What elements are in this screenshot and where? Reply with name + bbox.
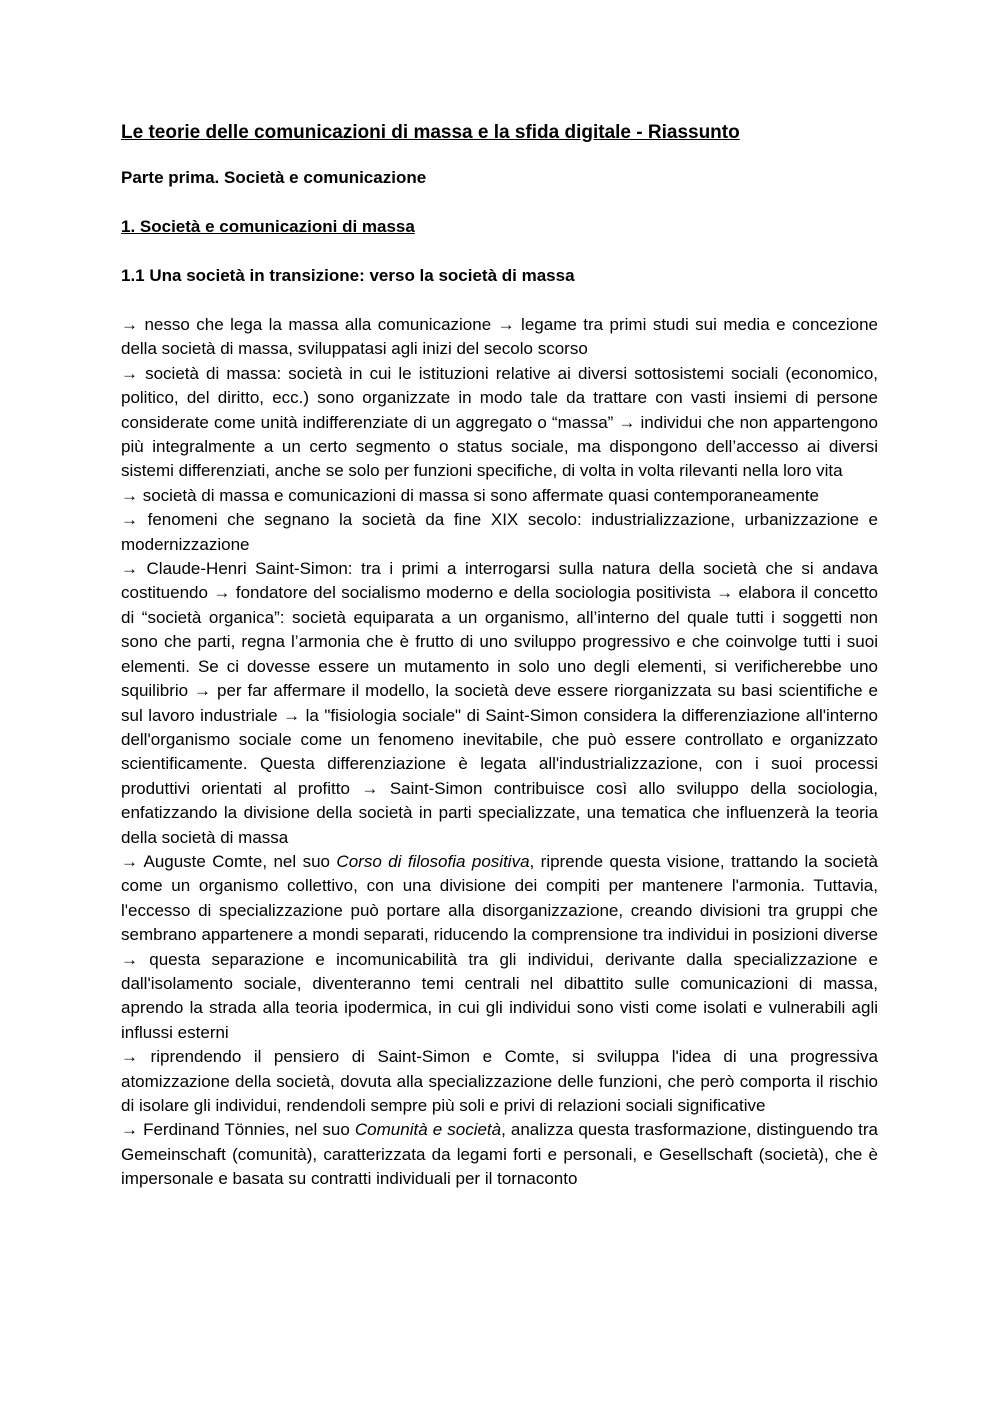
document-page bbox=[121, 118, 878, 1192]
part-title: Parte prima. Società e comunicazione bbox=[121, 168, 427, 187]
book-title: Corso di filosofia positiva bbox=[336, 851, 530, 871]
paragraph: → Claude-Henri Saint-Simon: tra i primi a interrogarsi sulla natura della società che si andava costituendo → fondatore del socialismo moderno e della sociologia positivista → elabora il concetto di “società organica”: società equiparata a un organismo, all’interno del quale tutti i soggetti non sono che parti, regna l’armonia che è frutto di uno sviluppo progressivo e che coinvolge tutti i suoi elementi. Se ci dovesse essere un mutamento in solo uno degli elementi, si verificherebbe uno squilibrio → per far affermare il modello, la società deve essere riorganizzata su basi scientifiche e sul lavoro industriale → la "fisiologia sociale" di Saint-Simon considera la differenziazione all'interno dell'organismo sociale come un fenomeno inevitabile, che può essere controllato e organizzato scientificamente. Questa differenziazione è legata all'industrializzazione, con i suoi processi produttivi orientati al profitto → Saint-Simon contribuisce così allo sviluppo della sociologia, enfatizzando la divisione della società in parti specializzate, una tematica che influenzerà la teoria della società di massa bbox=[121, 559, 878, 847]
document-title: Le teorie delle comunicazioni di massa e la sfida digitale - Riassunto bbox=[121, 122, 740, 143]
paragraph bbox=[121, 850, 878, 1045]
paragraph bbox=[121, 1118, 878, 1191]
paragraph: → società di massa: società in cui le istituzioni relative ai diversi sottosistemi sociali (economico, politico, del diritto, ecc.) sono organizzate in modo tale da trattare con vasti insiemi di persone considerate come unità indifferenziate di un aggregato o “massa” → individui che non appartengono più integralmente a un certo segmento o status sociale, ma dispongono dell’accesso ai diversi sistemi differenziati, anche se solo per funzioni specifiche, di volta in volta rilevanti nella loro vita bbox=[121, 363, 878, 481]
document-body bbox=[121, 313, 878, 1192]
paragraph: → fenomeni che segnano la società da fine XIX secolo: industrializzazione, urbanizzazione e modernizzazione bbox=[121, 510, 878, 554]
paragraph: → nesso che lega la massa alla comunicazione → legame tra primi studi sui media e concezione della società di massa, sviluppatasi agli inizi del secolo scorso bbox=[121, 315, 878, 359]
paragraph-text: , analizza questa trasformazione, distinguendo tra Gemeinschaft (comunità), caratterizzata da legami forti e personali, e Gesellschaft (società), che è impersonale e basata su contratti individuali per il tornaconto bbox=[121, 1120, 878, 1189]
paragraph-text: → Auguste Comte, nel suo bbox=[121, 851, 337, 871]
paragraph: → riprendendo il pensiero di Saint-Simon e Comte, si sviluppa l'idea di una progressiva atomizzazione della società, dovuta alla specializzazione delle funzioni, che però comporta il rischio di isolare gli individui, rendendoli sempre più soli e privi di relazioni sociali significative bbox=[121, 1047, 878, 1115]
paragraph: → società di massa e comunicazioni di massa si sono affermate quasi contemporaneamente bbox=[121, 485, 819, 505]
book-title: Comunità e società bbox=[354, 1120, 502, 1140]
chapter-title: 1. Società e comunicazioni di massa bbox=[121, 217, 415, 236]
section-title: 1.1 Una società in transizione: verso la società di massa bbox=[121, 266, 575, 285]
paragraph-text: → Ferdinand Tönnies, nel suo bbox=[121, 1120, 355, 1140]
paragraph-text: , riprende questa visione, trattando la società come un organismo collettivo, con una divisione dei compiti per mantenere l'armonia. Tuttavia, l'eccesso di specializzazione può portare alla disorganizzazione, creando divisioni tra gruppi che sembrano appartenere a mondi separati, riducendo la comprensione tra individui in posizioni diverse → questa separazione e incomunicabilità tra gli individui, derivante dalla specializzazione e dall'isolamento sociale, diventeranno temi centrali nel dibattito sulle comunicazioni di massa, aprendo la strada alla teoria ipodermica, in cui gli individui sono visti come isolati e vulnerabili agli influssi esterni bbox=[121, 851, 878, 1042]
